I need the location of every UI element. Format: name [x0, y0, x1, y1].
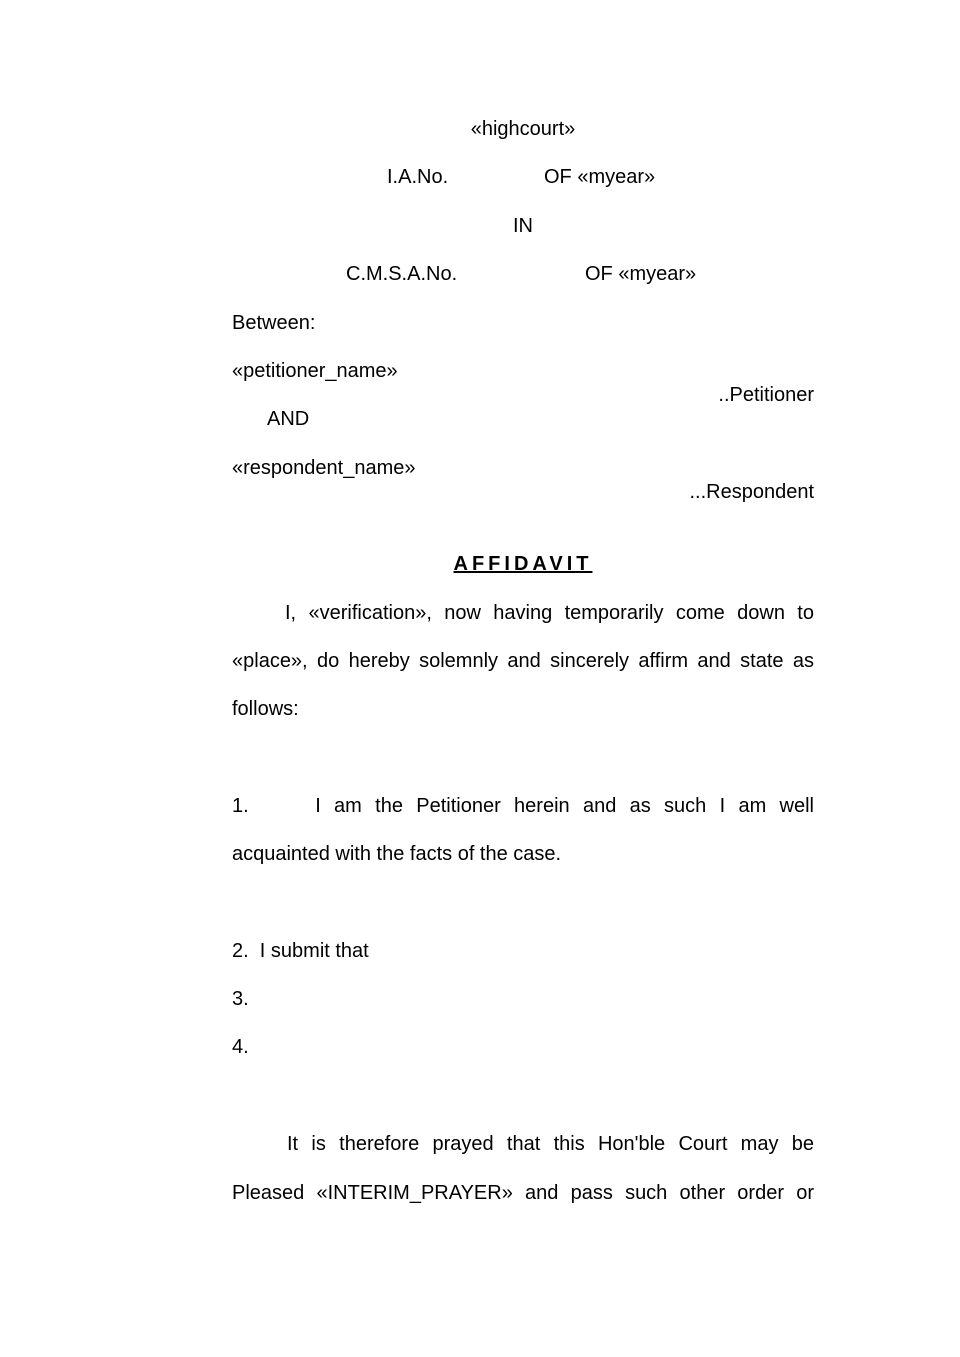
in-label: IN: [513, 215, 533, 237]
prayer-line-2: Pleased «INTERIM_PRAYER» and pass such other order or: [232, 1182, 814, 1204]
intro-line-2: «place», do hereby solemnly and sincerely affirm and state as: [232, 650, 814, 672]
cmsa-number-label: C.M.S.A.No.: [346, 263, 458, 285]
petitioner-role: ..Petitioner: [718, 384, 814, 406]
prayer-line-1: It is therefore prayed that this Hon'ble Court may be: [287, 1133, 814, 1155]
between-label: Between:: [232, 312, 316, 334]
point-4: 4.: [232, 1036, 249, 1058]
point-3: 3.: [232, 988, 249, 1010]
ia-year: OF «myear»: [544, 166, 656, 188]
point-1-line-2: acquainted with the facts of the case.: [232, 843, 562, 865]
respondent-name: «respondent_name»: [232, 457, 416, 479]
intro-line-3: follows:: [232, 698, 299, 720]
point-1-line-1: 1. I am the Petitioner herein and as such I am well: [232, 795, 814, 817]
respondent-role: ...Respondent: [689, 481, 814, 503]
ia-number-label: I.A.No.: [387, 166, 449, 188]
document-title: AFFIDAVIT: [453, 553, 593, 575]
petitioner-name: «petitioner_name»: [232, 360, 398, 382]
intro-line-1: I, «verification», now having temporarily come down to: [285, 602, 814, 624]
point-2: 2. I submit that: [232, 940, 369, 962]
and-label: AND: [267, 408, 310, 430]
cmsa-year: OF «myear»: [585, 263, 697, 285]
court-name: «highcourt»: [470, 118, 576, 140]
